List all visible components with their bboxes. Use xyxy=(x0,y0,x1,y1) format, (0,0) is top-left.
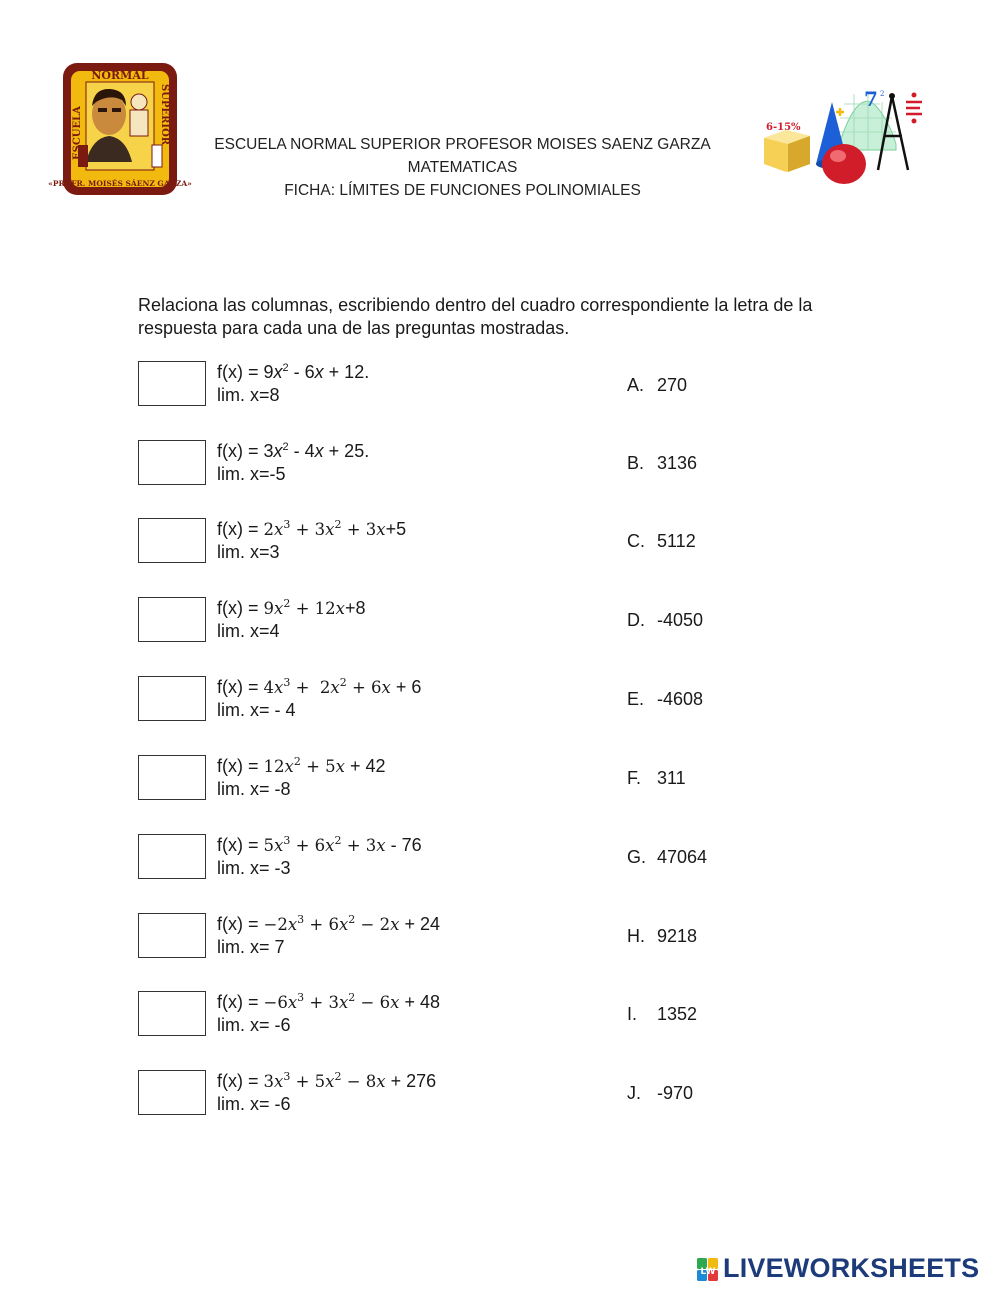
liveworksheets-wordmark: LIVEWORKSHEETS xyxy=(723,1253,980,1283)
liveworksheets-icon xyxy=(697,1258,719,1282)
sheet-title: FICHA: LÍMITES DE FUNCIONES POLINOMIALES xyxy=(284,182,641,199)
logo-top-text: NORMAL xyxy=(91,69,149,82)
limit-text: lim. x= -3 xyxy=(217,858,291,878)
limit-text: lim. x= -8 xyxy=(217,779,291,799)
answer-box-8[interactable] xyxy=(138,913,206,958)
option-j: J. -970 xyxy=(627,1083,694,1103)
question-text: $f(x) = -6x^3 + 3x^2 - 6x + 48$ lim. x= -6 xyxy=(217,991,440,1035)
limit-text: lim. x= -6 xyxy=(217,1094,291,1114)
limit-text: lim. x=8 xyxy=(217,385,280,405)
question-text: $f(x) = 3x^3 + 5x^2 - 8x + 276$ lim. x= -6 xyxy=(217,1070,437,1114)
logo-right-text: SUPERIOR xyxy=(159,84,170,146)
limit-text: lim. x= - 4 xyxy=(217,700,296,720)
math-illustration xyxy=(760,84,928,190)
option-b: B. 3136 xyxy=(627,453,698,473)
question-text: $f(x) = -2x^3 + 6x^2 - 2x + 24$ lim. x= 7 xyxy=(217,913,440,957)
school-logo xyxy=(48,62,192,196)
option-h: H. 9218 xyxy=(627,926,698,946)
answer-box-1[interactable] xyxy=(138,361,206,406)
question-text: $f(x) = 4x^3 + 2x^2 + 6x + 6$ lim. x= - 4 xyxy=(217,676,422,720)
option-e: E. -4608 xyxy=(627,689,704,709)
liveworksheets-icon-letters: LW xyxy=(700,1267,716,1277)
subject-title: MATEMATICAS xyxy=(407,159,518,176)
limit-text: lim. x= -6 xyxy=(217,1015,291,1035)
question-text: $f(x) = 12x^2 + 5x + 42$ lim. x= -8 xyxy=(217,755,386,799)
answer-box-5[interactable] xyxy=(138,676,206,721)
question-text: $f(x) = 9x^2 - 6x + 12$. lim. x=8 xyxy=(217,362,370,405)
question-text: $f(x) = 5x^3 + 6x^2 + 3x - 76$ lim. x= -3 xyxy=(217,834,422,878)
option-a: A. 270 xyxy=(627,375,688,395)
logo-left-text: ESCUELA xyxy=(72,106,83,160)
answer-box-4[interactable] xyxy=(138,597,206,642)
option-c: C. 5112 xyxy=(627,531,696,551)
percent-label: 6-15% xyxy=(766,122,801,133)
header xyxy=(190,133,735,202)
exponent-mark: 2 xyxy=(880,90,885,98)
school-name: ESCUELA NORMAL SUPERIOR PROFESOR MOISES SAENZ GARZA xyxy=(214,136,711,153)
answer-box-3[interactable] xyxy=(138,518,206,563)
limit-text: lim. x= 7 xyxy=(217,937,285,957)
answer-box-2[interactable] xyxy=(138,440,206,485)
limit-text: lim. x=4 xyxy=(217,621,280,641)
option-i: I. 1352 xyxy=(627,1004,698,1024)
answer-box-10[interactable] xyxy=(138,1070,206,1115)
limit-text: lim. x=3 xyxy=(217,542,280,562)
limit-text: lim. x=-5 xyxy=(217,464,286,484)
instructions: Relaciona las columnas, escribiendo dentro del cuadro correspondiente la letra de la respuesta para cada una de las preguntas mostradas. xyxy=(138,295,813,338)
answer-box-9[interactable] xyxy=(138,991,206,1036)
seven-label: 7 xyxy=(864,87,878,111)
question-text: $f(x) = 2x^3 + 3x^2 + 3x+5$ lim. x=3 xyxy=(217,518,407,562)
answer-box-7[interactable] xyxy=(138,834,206,879)
logo-bottom-text: «PROFR. MOISÉS SÁENZ GARZA» xyxy=(48,179,192,188)
question-text: $f(x) = 3x^2 - 4x + 25$. lim. x=-5 xyxy=(217,441,370,484)
answer-box-6[interactable] xyxy=(138,755,206,800)
option-d: D. -4050 xyxy=(627,610,704,630)
option-g: G. 47064 xyxy=(627,847,708,867)
option-f: F. 311 xyxy=(627,768,686,788)
question-text: $f(x) = 9x^2 + 12x+8$ lim. x=4 xyxy=(217,597,366,641)
